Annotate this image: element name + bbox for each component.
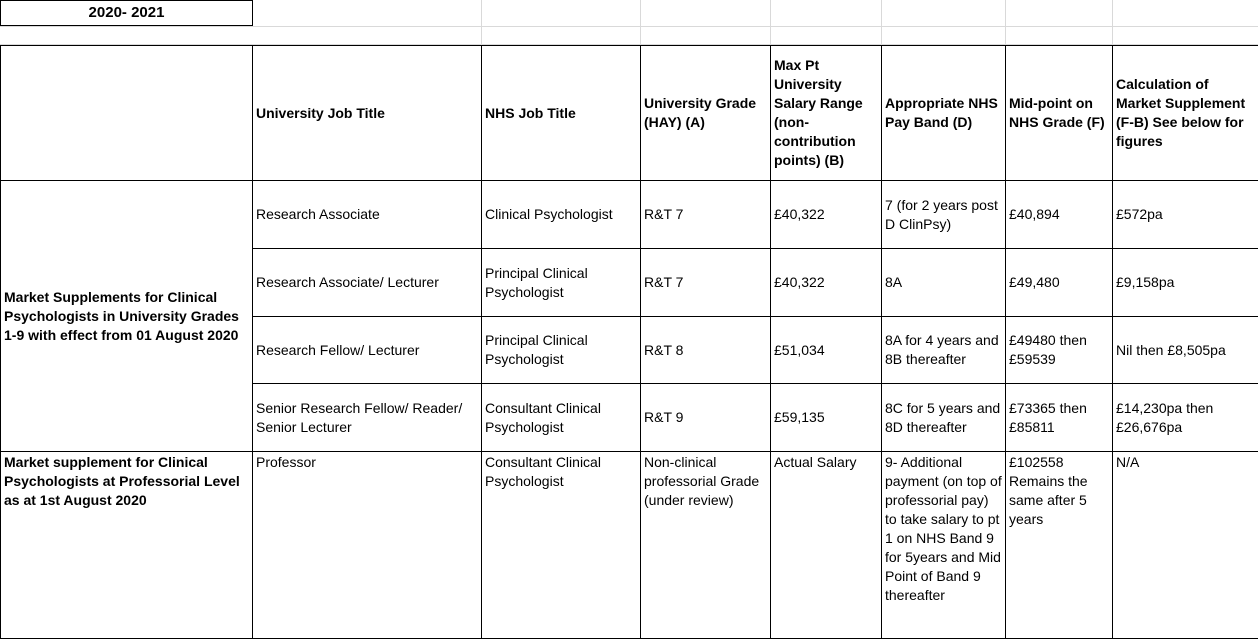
- cell-calculation[interactable]: N/A: [1113, 452, 1258, 639]
- cell-mid-point[interactable]: £49,480: [1006, 249, 1113, 317]
- cell-university-grade[interactable]: R&T 9: [641, 384, 771, 452]
- cell-max-pt-salary[interactable]: £40,322: [771, 181, 882, 249]
- cell-max-pt-salary[interactable]: Actual Salary: [771, 452, 882, 639]
- cell-nhs-job-title[interactable]: Principal Clinical Psychologist: [482, 317, 641, 384]
- header-row: [1, 46, 1258, 181]
- cell-university-job-title[interactable]: Research Associate/ Lecturer: [253, 249, 482, 317]
- cell-mid-point[interactable]: £102558 Remains the same after 5 years: [1006, 452, 1113, 639]
- cell-calculation[interactable]: £9,158pa: [1113, 249, 1258, 317]
- market-supplement-table: [0, 45, 1258, 639]
- gridline: [1005, 0, 1006, 45]
- header-nhs-pay-band[interactable]: Appropriate NHS Pay Band (D): [882, 46, 1006, 181]
- gridline: [640, 0, 641, 45]
- cell-nhs-job-title[interactable]: Consultant Clinical Psychologist: [482, 384, 641, 452]
- gridline: [481, 0, 482, 45]
- cell-mid-point[interactable]: £49480 then £59539: [1006, 317, 1113, 384]
- cell-university-grade[interactable]: R&T 7: [641, 181, 771, 249]
- cell-university-grade[interactable]: Non-clinical professorial Grade (under review): [641, 452, 771, 639]
- cell-university-job-title[interactable]: Senior Research Fellow/ Reader/ Senior Lecturer: [253, 384, 482, 452]
- header-blank-cell[interactable]: [1, 46, 253, 181]
- cell-university-grade[interactable]: R&T 8: [641, 317, 771, 384]
- cell-nhs-pay-band[interactable]: 7 (for 2 years post D ClinPsy): [882, 181, 1006, 249]
- header-mid-point[interactable]: Mid-point on NHS Grade (F): [1006, 46, 1113, 181]
- header-university-job-title[interactable]: University Job Title: [253, 46, 482, 181]
- cell-mid-point[interactable]: £40,894: [1006, 181, 1113, 249]
- year-label-cell[interactable]: 2020- 2021: [0, 0, 253, 26]
- cell-nhs-pay-band[interactable]: 9- Additional payment (on top of professorial pay) to take salary to pt 1 on NHS Band 9 for 5years and Mid Point of Band 9 thereafter: [882, 452, 1006, 639]
- cell-university-job-title[interactable]: Research Fellow/ Lecturer: [253, 317, 482, 384]
- gridline: [881, 0, 882, 45]
- cell-max-pt-salary[interactable]: £59,135: [771, 384, 882, 452]
- cell-calculation[interactable]: £572pa: [1113, 181, 1258, 249]
- gridline: [1112, 0, 1113, 45]
- group-label-professorial[interactable]: Market supplement for Clinical Psychologists at Professorial Level as at 1st August 2020: [1, 452, 253, 639]
- cell-calculation[interactable]: Nil then £8,505pa: [1113, 317, 1258, 384]
- cell-nhs-pay-band[interactable]: 8C for 5 years and 8D thereafter: [882, 384, 1006, 452]
- table-row: [1, 181, 1258, 249]
- cell-university-job-title[interactable]: Professor: [253, 452, 482, 639]
- cell-max-pt-salary[interactable]: £40,322: [771, 249, 882, 317]
- cell-nhs-pay-band[interactable]: 8A: [882, 249, 1006, 317]
- cell-max-pt-salary[interactable]: £51,034: [771, 317, 882, 384]
- header-calculation[interactable]: Calculation of Market Supplement (F-B) See below for figures: [1113, 46, 1258, 181]
- header-max-pt-salary[interactable]: Max Pt University Salary Range (non-contribution points) (B): [771, 46, 882, 181]
- cell-calculation[interactable]: £14,230pa then £26,676pa: [1113, 384, 1258, 452]
- cell-mid-point[interactable]: £73365 then £85811: [1006, 384, 1113, 452]
- cell-nhs-job-title[interactable]: Consultant Clinical Psychologist: [482, 452, 641, 639]
- table-row: [1, 452, 1258, 639]
- gridline: [0, 26, 1258, 27]
- cell-university-grade[interactable]: R&T 7: [641, 249, 771, 317]
- gridline: [770, 0, 771, 45]
- cell-university-job-title[interactable]: Research Associate: [253, 181, 482, 249]
- group-label-grades-1-9[interactable]: Market Supplements for Clinical Psychologists in University Grades 1-9 with effect from 01 August 2020: [1, 181, 253, 452]
- cell-nhs-pay-band[interactable]: 8A for 4 years and 8B thereafter: [882, 317, 1006, 384]
- cell-nhs-job-title[interactable]: Principal Clinical Psychologist: [482, 249, 641, 317]
- header-nhs-job-title[interactable]: NHS Job Title: [482, 46, 641, 181]
- header-university-grade[interactable]: University Grade (HAY) (A): [641, 46, 771, 181]
- cell-nhs-job-title[interactable]: Clinical Psychologist: [482, 181, 641, 249]
